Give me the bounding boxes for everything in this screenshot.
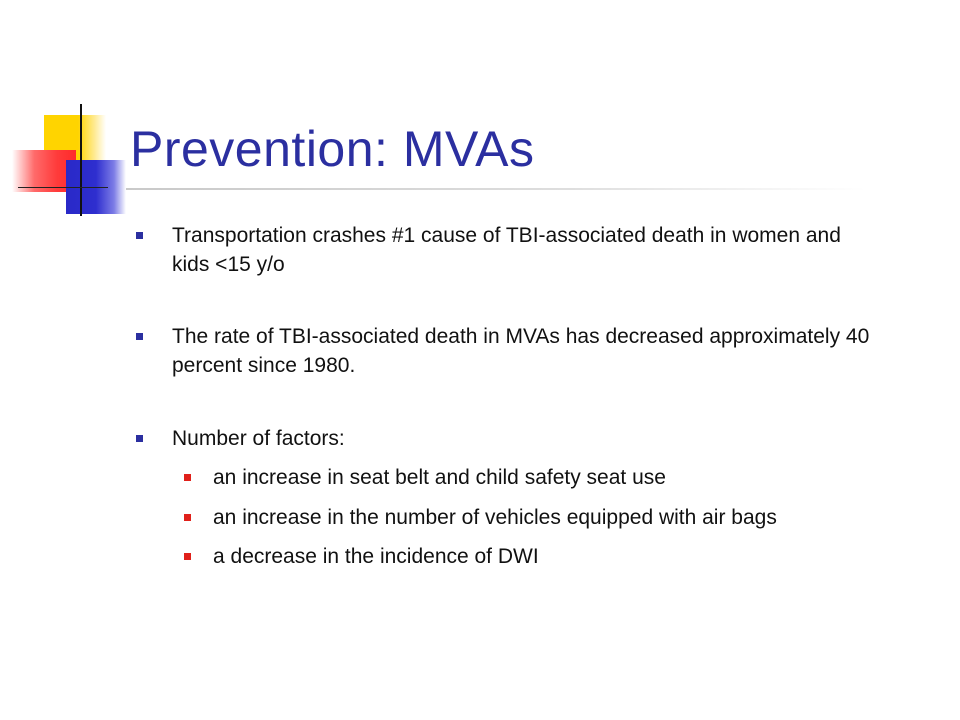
bullet-text: Transportation crashes #1 cause of TBI-associated death in women and kids <15 y/o bbox=[172, 224, 841, 276]
bullet-text: The rate of TBI-associated death in MVAs has decreased approximately 40 percent since 1980. bbox=[172, 325, 870, 377]
bullet-item bbox=[172, 322, 872, 380]
sub-bullet-item bbox=[213, 463, 933, 492]
bullet-square-icon bbox=[136, 435, 143, 442]
sub-bullet-text: an increase in seat belt and child safety seat use bbox=[213, 466, 666, 489]
sub-bullet-item bbox=[213, 503, 933, 532]
sub-bullet-item bbox=[213, 542, 933, 571]
bullet-square-icon bbox=[136, 232, 143, 239]
bullet-item bbox=[172, 221, 872, 279]
sub-bullet-square-icon bbox=[184, 553, 191, 560]
sub-bullet-text: an increase in the number of vehicles equipped with air bags bbox=[213, 506, 777, 529]
sub-bullet-text: a decrease in the incidence of DWI bbox=[213, 545, 539, 568]
sub-bullet-square-icon bbox=[184, 514, 191, 521]
sub-bullet-square-icon bbox=[184, 474, 191, 481]
bullet-square-icon bbox=[136, 333, 143, 340]
slide-title: Prevention: MVAs bbox=[130, 121, 535, 177]
bullet-item bbox=[172, 424, 872, 453]
bullet-text: Number of factors: bbox=[172, 427, 345, 450]
